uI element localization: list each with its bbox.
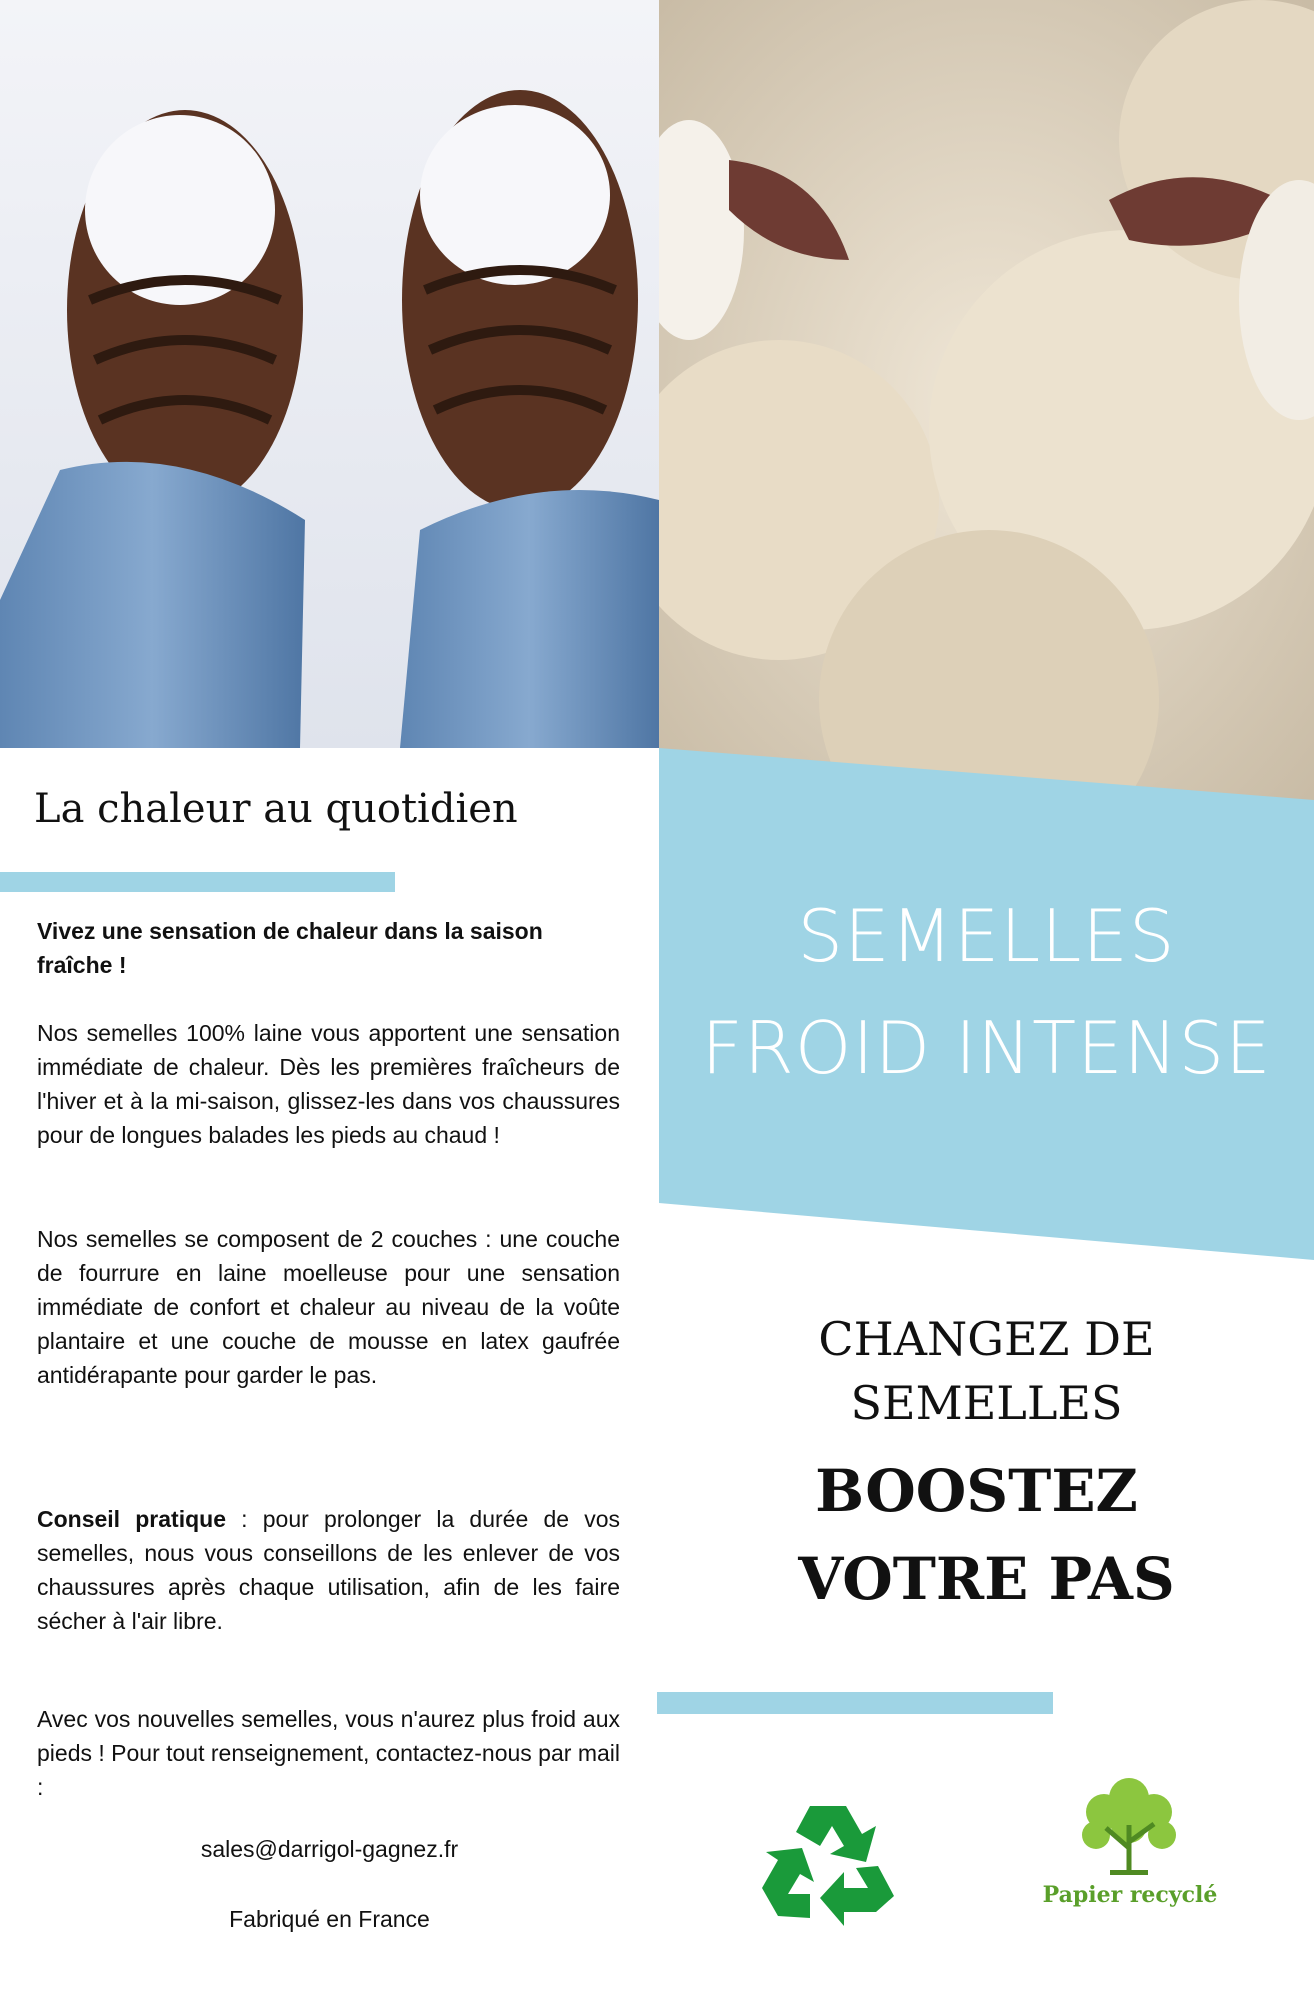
made-in-label: Fabriqué en France (229, 1906, 430, 1932)
slogan-line-3: BOOSTEZ (815, 1457, 1138, 1525)
slogan-line-4: VOTRE PAS (798, 1545, 1175, 1613)
tree-icon (1074, 1770, 1184, 1880)
sheep-wool-photo (659, 0, 1314, 800)
accent-bar-right (657, 1692, 1053, 1714)
paragraph-warmth: Nos semelles 100% laine vous apportent une sensation immédiate de chaleur. Dès les premières fraîcheurs de l'hiver et à la mi-saison, glissez-les dans vos chaussures pour de longues balades les pieds au chaud ! (37, 1020, 620, 1148)
accent-bar-left (0, 872, 395, 892)
tip-text: : pour prolonger la durée de vos semelles, nous vous conseillons de les enlever de vos chaussures après chaque utilisation, afin de les faire sécher à l'air libre. (37, 1506, 620, 1634)
paragraph-layers: Nos semelles se composent de 2 couches : une couche de fourrure en laine moelleuse pour une sensation immédiate de confort et chaleur au niveau de la voûte plantaire et une couche de mousse en latex gaufrée antidérapante pour garder le pas. (37, 1226, 620, 1388)
contact-email[interactable]: sales@darrigol-gagnez.fr (200, 1836, 459, 1862)
lead-text: Vivez une sensation de chaleur dans la saison fraîche ! (37, 918, 543, 978)
boots-snow-photo (0, 0, 659, 748)
tip-label: Conseil pratique (37, 1506, 226, 1532)
slogan-line-1: CHANGEZ DE (818, 1312, 1155, 1366)
recycled-paper-label: Papier recyclé (1042, 1882, 1218, 1908)
paragraph-contact: Avec vos nouvelles semelles, vous n'aurez plus froid aux pieds ! Pour tout renseignement, contactez-nous par mail : (37, 1706, 620, 1800)
page-heading: La chaleur au quotidien (34, 786, 518, 832)
paragraph-tip (37, 1502, 620, 1638)
slogan-line-2: SEMELLES (850, 1376, 1123, 1430)
recycle-icon (758, 1798, 898, 1928)
banner-title (659, 880, 1314, 1104)
banner-line-1: SEMELLES (797, 894, 1176, 978)
banner-line-2: FROID INTENSE (701, 1006, 1272, 1090)
